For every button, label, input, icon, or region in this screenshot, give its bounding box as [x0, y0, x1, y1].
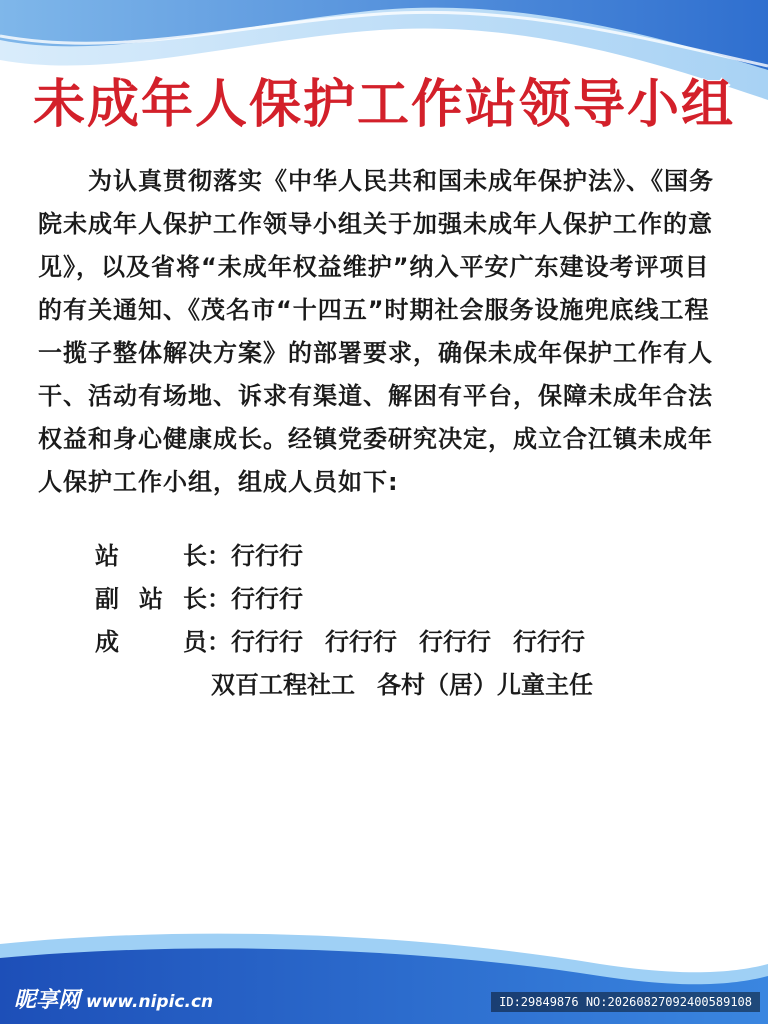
label-char: 长 — [183, 585, 207, 613]
label-colon: ： — [207, 542, 231, 570]
station-head-row — [95, 532, 615, 575]
label-char: 长 — [183, 542, 207, 570]
watermark-logo — [14, 983, 213, 1014]
members-extra-row — [95, 661, 615, 704]
label-colon: ： — [207, 585, 231, 613]
member-name: 行行行 — [325, 628, 397, 656]
members-names — [231, 622, 607, 657]
watermark-site: www.nipic.cn — [86, 992, 214, 1012]
station-head-name: 行行行 — [231, 542, 303, 570]
member-name: 行行行 — [419, 628, 491, 656]
member-name: 行行行 — [231, 628, 303, 656]
watermark-brand: 昵享网 — [14, 988, 81, 1013]
member-group: 各村（居）儿童主任 — [377, 671, 593, 699]
intro-paragraph — [38, 160, 728, 504]
member-list — [95, 532, 615, 704]
station-head-label — [95, 536, 207, 571]
label-char: 站 — [95, 542, 119, 570]
label-char: 成 — [95, 628, 119, 656]
page-title: 未成年人保护工作站领导小组 — [32, 75, 735, 135]
deputy-head-row — [95, 575, 615, 618]
member-group: 双百工程社工 — [211, 671, 355, 699]
members-row — [95, 618, 615, 661]
label-colon: ： — [207, 628, 231, 656]
label-char: 副 — [95, 585, 119, 613]
member-name: 行行行 — [513, 628, 585, 656]
deputy-head-name: 行行行 — [231, 585, 303, 613]
watermark-id: ID:29849876 NO:20260827092400589108 — [491, 992, 760, 1012]
members-extra — [211, 665, 615, 700]
members-label — [95, 622, 207, 657]
deputy-head-label — [95, 579, 207, 614]
intro-text: 为认真贯彻落实《中华人民共和国未成年保护法》、《国务院未成年人保护工作领导小组关于加强未成年人保护工作的意见》，以及省将“未成年权益维护”纳入平安广东建设考评项目的有关通知、《茂名市“十四五”时期社会服务设施兜底线工程一揽子整体解决方案》的部署要求，确保未成年保护工作有人干、活动有场地、诉求有渠道、解困有平台，保障未成年合法权益和身心健康成长。经镇党委研究决定，成立合江镇未成年人保护工作小组，组成人员如下: — [38, 167, 714, 496]
label-char: 站 — [139, 585, 163, 613]
label-char: 员 — [183, 628, 207, 656]
